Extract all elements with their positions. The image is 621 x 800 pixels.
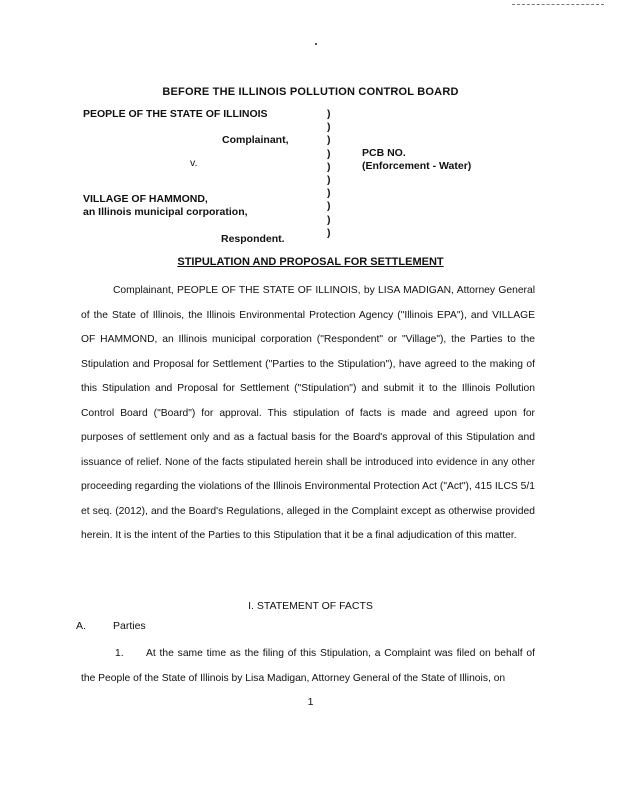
- scan-speck: [315, 43, 317, 45]
- caption-paren: ): [327, 213, 331, 226]
- subsection-title: Parties: [113, 620, 146, 632]
- plaintiff-name: PEOPLE OF THE STATE OF ILLINOIS: [83, 108, 268, 120]
- item-text: At the same time as the filing of this Stipulation, a Complaint was filed on behalf of the People of the State of Illinois by Lisa Madigan, Attorney General of the State of Illinois, on: [81, 648, 535, 684]
- item-number: 1.: [115, 648, 124, 659]
- caption-parentheses: [327, 108, 337, 240]
- caption-paren: ): [327, 187, 331, 200]
- document-title-text: STIPULATION AND PROPOSAL FOR SETTLEMENT: [177, 256, 444, 268]
- caption-paren: ): [327, 147, 331, 160]
- defendant-description: an Illinois municipal corporation,: [83, 206, 248, 218]
- caption-paren: ): [327, 200, 331, 213]
- defendant-name: VILLAGE OF HAMMOND,: [83, 193, 208, 205]
- section-heading: I. STATEMENT OF FACTS: [248, 600, 373, 612]
- subsection-letter: A.: [76, 620, 86, 632]
- caption-paren: ): [327, 160, 331, 173]
- caption-paren: ): [327, 134, 331, 147]
- numbered-paragraph: [81, 642, 535, 691]
- document-title: [0, 256, 621, 268]
- intro-paragraph: [81, 279, 535, 549]
- caption-paren: ): [327, 226, 331, 239]
- top-edge-mark: [512, 4, 604, 5]
- defendant-role: Respondent.: [221, 233, 285, 245]
- caption-paren: ): [327, 121, 331, 134]
- versus-label: v.: [190, 157, 198, 169]
- board-heading: BEFORE THE ILLINOIS POLLUTION CONTROL BOARD: [162, 86, 459, 98]
- caption-paren: ): [327, 173, 331, 186]
- plaintiff-role: Complainant,: [222, 134, 289, 146]
- page-number: 1: [307, 696, 314, 708]
- intro-paragraph-text: Complainant, PEOPLE OF THE STATE OF ILLINOIS, by LISA MADIGAN, Attorney General of the State of Illinois, the Illinois Environmental Protection Agency ("Illinois EPA"), and VILLAGE OF HAMMOND, an Illinois municipal corporation ("Respondent" or "Village"), the Parties to the Stipulation and Proposal for Settlement ("Parties to the Stipulation"), have agreed to the making of this Stipulation and Proposal for Settlement ("Stipulation") and submit it to the Illinois Pollution Control Board ("Board") for approval. This stipulation of facts is made and agreed upon for purposes of settlement only and as a factual basis for the Board's approval of this Stipulation and issuance of relief. None of the facts stipulated herein shall be introduced into evidence in any other proceeding regarding the violations of the Illinois Environmental Protection Act ("Act"), 415 ILCS 5/1 et seq. (2012), and the Board's Regulations, alleged in the Complaint except as otherwise provided herein. It is the intent of the Parties to this Stipulation that it be a final adjudication of this matter.: [81, 285, 535, 541]
- case-type: (Enforcement - Water): [362, 160, 472, 172]
- caption-paren: ): [327, 108, 331, 120]
- case-number: PCB NO.: [362, 147, 406, 159]
